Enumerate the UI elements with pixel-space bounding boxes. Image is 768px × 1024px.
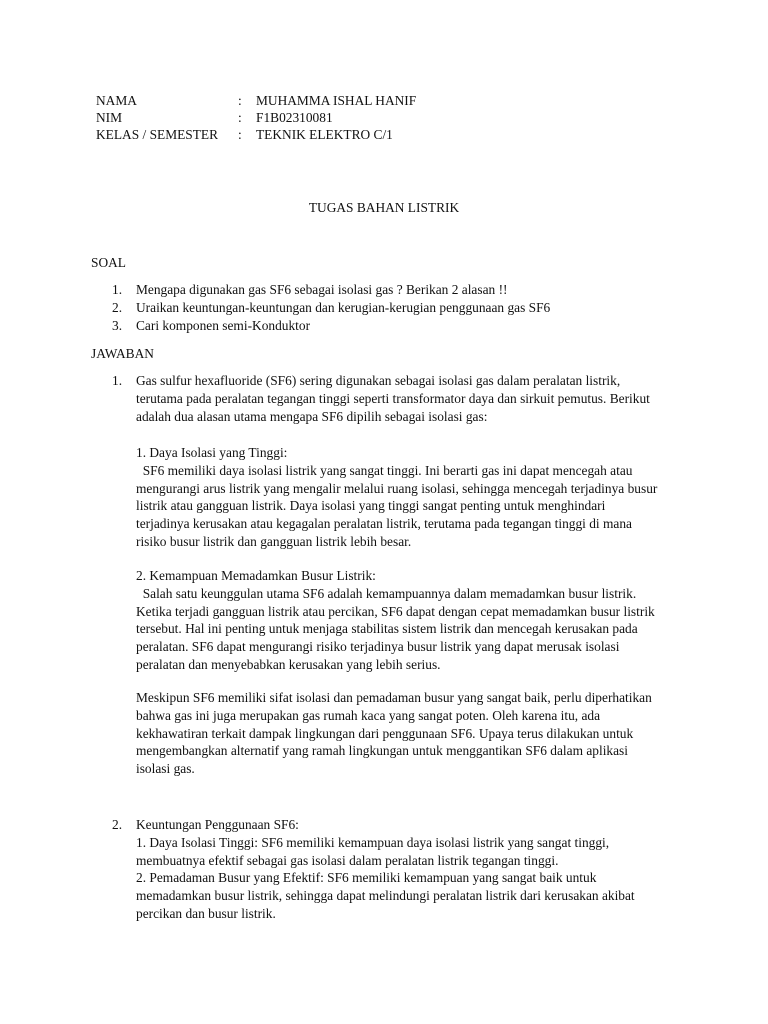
soal-item-number: 1. xyxy=(112,282,123,297)
answer-number: 2. xyxy=(112,817,123,832)
paragraph-line: mengembangkan alternatif yang ramah lingkungan untuk menggantikan SF6 dalam aplikasi xyxy=(136,743,628,759)
paragraph-line: 1. Daya Isolasi yang Tinggi: xyxy=(136,445,288,460)
soal-item-text: Cari komponen semi-Konduktor xyxy=(136,318,311,333)
paragraph-line: adalah dua alasan utama mengapa SF6 dipilih sebagai isolasi gas: xyxy=(136,408,488,424)
identity-value: TEKNIK ELEKTRO C/1 xyxy=(256,127,393,142)
paragraph-line: isolasi gas. xyxy=(136,761,195,777)
answer2-body xyxy=(136,816,676,923)
paragraph-line: Gas sulfur hexafluoride (SF6) sering digunakan sebagai isolasi gas dalam peralatan listrik, xyxy=(136,373,621,388)
identity-value: F1B02310081 xyxy=(256,110,333,125)
paragraph-line: percikan dan busur listrik. xyxy=(136,905,276,921)
paragraph-line: bahwa gas ini juga merupakan gas rumah kaca yang sangat poten. Oleh karena itu, ada xyxy=(136,707,601,723)
paragraph-line: peralatan. SF6 dapat mengurangi risiko terjadinya busur listrik yang dapat merusak isolasi xyxy=(136,639,620,655)
identity-label: NIM xyxy=(96,110,123,125)
paragraph-line: Keuntungan Penggunaan SF6: xyxy=(136,817,299,832)
paragraph-line: risiko busur listrik dan gangguan listrik lebih besar. xyxy=(136,533,412,549)
answer1-intro xyxy=(136,372,676,425)
answer1-reason2 xyxy=(136,567,676,674)
identity-colon: : xyxy=(238,127,242,142)
jawaban-heading: JAWABAN xyxy=(91,346,154,361)
paragraph-line: kekhawatiran terkait dampak lingkungan dari penggunaan SF6. Upaya terus dilakukan untuk xyxy=(136,725,634,741)
answer1-reason1 xyxy=(136,444,676,551)
paragraph-line: SF6 memiliki daya isolasi listrik yang sangat tinggi. Ini berarti gas ini dapat mencegah atau xyxy=(136,462,633,478)
paragraph-line: 1. Daya Isolasi Tinggi: SF6 memiliki kemampuan daya isolasi listrik yang sangat tinggi, xyxy=(136,834,610,850)
paragraph-line: Salah satu keunggulan utama SF6 adalah kemampuannya dalam memadamkan busur listrik. xyxy=(136,585,637,601)
soal-item-number: 2. xyxy=(112,300,123,315)
paragraph-line: peralatan dan menyebabkan kerusakan yang lebih serius. xyxy=(136,656,441,672)
paragraph-line: terjadinya kerusakan atau kegagalan peralatan listrik, terutama pada tegangan tinggi di mana xyxy=(136,516,632,532)
soal-item-text: Mengapa digunakan gas SF6 sebagai isolasi gas ? Berikan 2 alasan !! xyxy=(136,282,508,297)
soal-item-text: Uraikan keuntungan-keuntungan dan kerugian-kerugian penggunaan gas SF6 xyxy=(136,300,551,315)
document-title: TUGAS BAHAN LISTRIK xyxy=(308,200,460,215)
paragraph-line: terutama pada peralatan tegangan tinggi seperti transformator daya dan sirkuit pemutus. Berikut xyxy=(136,390,650,406)
identity-value: MUHAMMA ISHAL HANIF xyxy=(256,93,417,108)
identity-label: KELAS / SEMESTER xyxy=(96,127,219,142)
paragraph-line: listrik atau gangguan listrik. Daya isolasi yang tinggi sangat penting untuk menghindari xyxy=(136,498,606,514)
paragraph-line: tersebut. Hal ini penting untuk menjaga stabilitas sistem listrik dan mencegah kerusakan pada xyxy=(136,621,638,637)
paragraph-line: memadamkan busur listrik, sehingga dapat melindungi peralatan listrik dari kerusakan akibat xyxy=(136,888,635,904)
identity-colon: : xyxy=(238,110,242,125)
answer-number: 1. xyxy=(112,373,123,388)
identity-colon: : xyxy=(238,93,242,108)
answer1-closing xyxy=(136,689,676,778)
soal-item-number: 3. xyxy=(112,318,123,333)
paragraph-line: membuatnya efektif sebagai gas isolasi dalam peralatan listrik tegangan tinggi. xyxy=(136,852,559,868)
identity-label: NAMA xyxy=(96,93,137,108)
paragraph-line: Meskipun SF6 memiliki sifat isolasi dan pemadaman busur yang sangat baik, perlu diperhatikan xyxy=(136,690,652,705)
paragraph-line: 2. Kemampuan Memadamkan Busur Listrik: xyxy=(136,568,376,583)
paragraph-line: mengurangi arus listrik yang mengalir melalui ruang isolasi, sehingga mencegah terjadinya busur xyxy=(136,480,658,496)
paragraph-line: Ketika terjadi gangguan listrik atau percikan, SF6 dapat dengan cepat memadamkan busur listrik xyxy=(136,603,655,619)
soal-heading: SOAL xyxy=(91,255,126,270)
paragraph-line: 2. Pemadaman Busur yang Efektif: SF6 memiliki kemampuan yang sangat baik untuk xyxy=(136,870,597,886)
